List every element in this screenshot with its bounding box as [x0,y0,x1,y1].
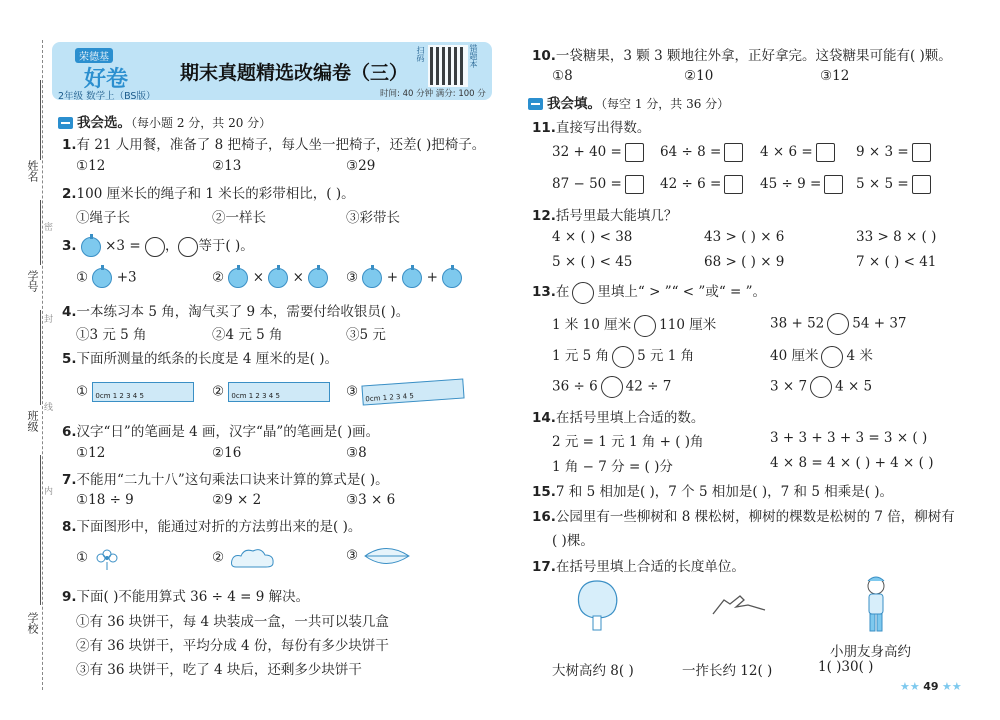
q13-item: 1 米 10 厘米 110 厘米 [552,313,716,337]
q1-option-2[interactable]: ②13 [212,158,242,174]
answer-circle[interactable] [612,346,634,368]
section2-heading [528,92,729,112]
answer-box[interactable] [816,143,835,162]
binding-line [42,40,43,690]
q13-item: 1 元 5 角 5 元 1 角 [552,344,694,368]
question-15[interactable]: 15.7 和 5 相加是( )，7 个 5 相加是( )，7 和 5 相乘是( )。 [532,484,894,500]
q5-option-1[interactable]: ① 0cm 1 2 3 4 5 [76,382,194,402]
q8-option-2[interactable]: ② [212,545,278,571]
answer-circle[interactable] [601,376,623,398]
q17-caption-child[interactable]: 1( )30( ) [818,659,874,675]
grade-label: 2年级 数学上（BS版） [58,91,156,102]
q10-option-3[interactable]: ③12 [820,68,850,84]
q13-item: 38 + 52 54 + 37 [770,313,907,335]
q6-option-1[interactable]: ①12 [76,445,106,461]
q9-option-3[interactable]: ③有 36 块饼干，吃了 4 块后，还剩多少块饼干 [76,662,362,678]
question-16[interactable]: 16.公园里有一些柳树和 8 棵松树，柳树的棵数是松树的 7 倍，柳树有 [532,509,955,525]
q3-option-2[interactable]: ② × × [212,268,328,288]
section1-heading [58,111,271,131]
apple-icon [92,268,112,288]
ruler-image: 0cm 1 2 3 4 5 [228,382,330,402]
q2-option-2[interactable]: ②一样长 [212,210,266,226]
ruler-image: 0cm 1 2 3 4 5 [92,382,194,402]
apple-icon [268,268,288,288]
apple-icon [402,268,422,288]
question-17: 17.在括号里填上合适的长度单位。 [532,559,745,575]
q7-option-1[interactable]: ①18 ÷ 9 [76,492,134,508]
question-5: 5.下面所测量的纸条的长度是 4 厘米的是( )。 [62,351,339,367]
q7-option-2[interactable]: ②9 × 2 [212,492,262,508]
q10-option-2[interactable]: ②10 [684,68,714,84]
seal-char: 密 [44,223,54,233]
qr-code[interactable] [428,45,468,87]
q1-option-1[interactable]: ①12 [76,158,106,174]
q6-option-2[interactable]: ②16 [212,445,242,461]
q17-caption-child-label: 小朋友身高约 [830,644,911,660]
page-number: ★★ 49 ★★ [900,680,962,693]
answer-box[interactable] [625,143,644,162]
sidebar-school-line [40,455,41,605]
seal-char: 内 [44,487,54,497]
star-icon: ★★ [942,680,962,693]
q2-option-3[interactable]: ③彩带长 [346,210,400,226]
answer-circle[interactable] [821,346,843,368]
question-13: 13.在 里填上“ > ”“ < ”或“ = ”。 [532,280,766,304]
q12-item[interactable]: 5 × ( ) < 45 [552,254,633,270]
section2-title: 我会填。 [547,96,601,112]
sidebar-class-line [40,310,41,405]
question-2: 2.100 厘米长的绳子和 1 米长的彩带相比，( )。 [62,186,355,202]
q12-item[interactable]: 43 > ( ) × 6 [704,229,785,245]
sidebar-student-no-label: 学号 [26,270,39,292]
sidebar-student-line [40,200,41,265]
child-image [858,575,894,635]
star-icon: ★★ [900,680,920,693]
question-6: 6.汉字“日”的笔画是 4 画，汉字“晶”的笔画是( )画。 [62,424,380,440]
q5-option-2[interactable]: ② 0cm 1 2 3 4 5 [212,382,330,402]
leaf-icon [362,545,412,567]
q14-item[interactable]: 3 + 3 + 3 + 3 = 3 × ( ) [770,430,928,446]
question-1: 1.有 21 人用餐，准备了 8 把椅子，每人坐一把椅子，还差( )把椅子。 [62,137,486,153]
q12-item[interactable]: 4 × ( ) < 38 [552,229,633,245]
question-10: 10.一袋糖果，3 颗 3 颗地往外拿，正好拿完。这袋糖果可能有( )颗。 [532,48,952,64]
q9-option-1[interactable]: ①有 36 块饼干，每 4 块装成一盒，一共可以装几盒 [76,614,389,630]
q1-option-3[interactable]: ③29 [346,158,376,174]
q12-item[interactable]: 68 > ( ) × 9 [704,254,785,270]
q3-option-1[interactable]: ① +3 [76,268,137,288]
cloud-icon [228,545,278,571]
answer-box[interactable] [724,143,743,162]
question-7: 7.不能用“二九十八”这句乘法口诀来计算的算式是( )。 [62,472,389,488]
brand-top: 荣德基 [75,48,113,63]
sidebar-school-label: 学校 [26,612,39,634]
answer-box[interactable] [824,175,843,194]
q9-option-2[interactable]: ②有 36 块饼干，平均分成 4 份，每份有多少块饼干 [76,638,389,654]
sidebar-name-label: 姓名 [26,160,39,182]
seal-char: 封 [44,315,54,325]
q13-item: 36 ÷ 6 42 ÷ 7 [552,376,671,398]
answer-box[interactable] [724,175,743,194]
answer-circle[interactable] [810,376,832,398]
q8-option-3[interactable]: ③ [346,545,412,567]
question-4: 4.一本练习本 5 角，淘气买了 9 本，需要付给收银员( )。 [62,304,410,320]
answer-box[interactable] [912,175,931,194]
q11-item: 32 + 40 = [552,143,644,162]
apple-icon [442,268,462,288]
answer-box[interactable] [912,143,931,162]
qr-side-right: 错题本 [469,44,478,68]
sidebar-name-line [40,80,41,160]
q14-item[interactable]: 4 × 8 = 4 × ( ) + 4 × ( ) [770,455,934,471]
ruler-image: 0cm 1 2 3 4 5 [362,378,465,405]
tree-image [574,578,620,632]
section-icon [58,117,73,129]
q3-option-3[interactable]: ③ + + [346,268,462,288]
q8-option-1[interactable]: ① [76,545,122,571]
question-16-cont[interactable]: ( )棵。 [552,533,594,549]
q12-item[interactable]: 7 × ( ) < 41 [856,254,937,270]
qr-side-left: 扫码 [416,46,425,62]
flower-icon [92,545,122,571]
q11-item: 64 ÷ 8 = [660,143,743,162]
q17-caption-span[interactable]: 一拃长约 12( ) [682,663,773,679]
q13-item: 3 × 7 4 × 5 [770,376,872,398]
q13-item: 40 厘米 4 米 [770,344,873,368]
circle-blank [572,282,594,304]
question-8: 8.下面图形中，能通过对折的方法剪出来的是( )。 [62,519,362,535]
q14-item[interactable]: 2 元 = 1 元 1 角 + ( )角 [552,434,704,450]
q11-item: 42 ÷ 6 = [660,175,743,194]
q5-option-3[interactable]: ③ 0cm 1 2 3 4 5 [346,382,464,402]
brand-logo: 好卷 [84,67,129,92]
section1-title: 我会选。 [77,115,131,131]
sidebar-class-label: 班级 [26,410,39,432]
apple-icon [362,268,382,288]
question-12: 12.括号里最大能填几？ [532,208,678,224]
seal-char: 线 [44,403,54,413]
q11-item: 45 ÷ 9 = [760,175,843,194]
answer-circle[interactable] [634,315,656,337]
section1-note: （每小题 2 分，共 20 分） [131,116,272,130]
time-score: 时间: 40 分钟 满分: 100 分 [380,89,486,99]
q4-option-2[interactable]: ②4 元 5 角 [212,327,283,343]
question-11: 11.直接写出得数。 [532,120,651,136]
question-9: 9.下面( )不能用算式 36 ÷ 4 = 9 解决。 [62,589,310,605]
apple-icon [308,268,328,288]
apple-icon [81,237,101,257]
section-icon [528,98,543,110]
question-14: 14.在括号里填上合适的数。 [532,410,705,426]
section2-note: （每空 1 分，共 36 分） [601,97,730,111]
apple-outline-icon [178,237,198,257]
q7-option-3[interactable]: ③3 × 6 [346,492,396,508]
answer-box[interactable] [625,175,644,194]
q11-item: 4 × 6 = [760,143,835,162]
q11-item: 5 × 5 = [856,175,931,194]
page-title: 期末真题精选改编卷（三） [180,62,409,84]
apple-icon [228,268,248,288]
q2-option-1[interactable]: ①绳子长 [76,210,130,226]
q12-item[interactable]: 33 > 8 × ( ) [856,229,937,245]
q6-option-3[interactable]: ③8 [346,445,367,461]
q10-option-1[interactable]: ①8 [552,68,573,84]
q4-option-3[interactable]: ③5 元 [346,327,386,343]
q4-option-1[interactable]: ①3 元 5 角 [76,327,147,343]
apple-outline-icon [145,237,165,257]
q11-item: 9 × 3 = [856,143,931,162]
q14-item[interactable]: 1 角 − 7 分 = ( )分 [552,459,673,475]
q17-caption-tree[interactable]: 大树高约 8( ) [552,663,634,679]
answer-circle[interactable] [827,313,849,335]
question-3: 3. ×3 = ， 等于( )。 [62,234,254,257]
hand-span-image [710,592,768,620]
q11-item: 87 − 50 = [552,175,644,194]
